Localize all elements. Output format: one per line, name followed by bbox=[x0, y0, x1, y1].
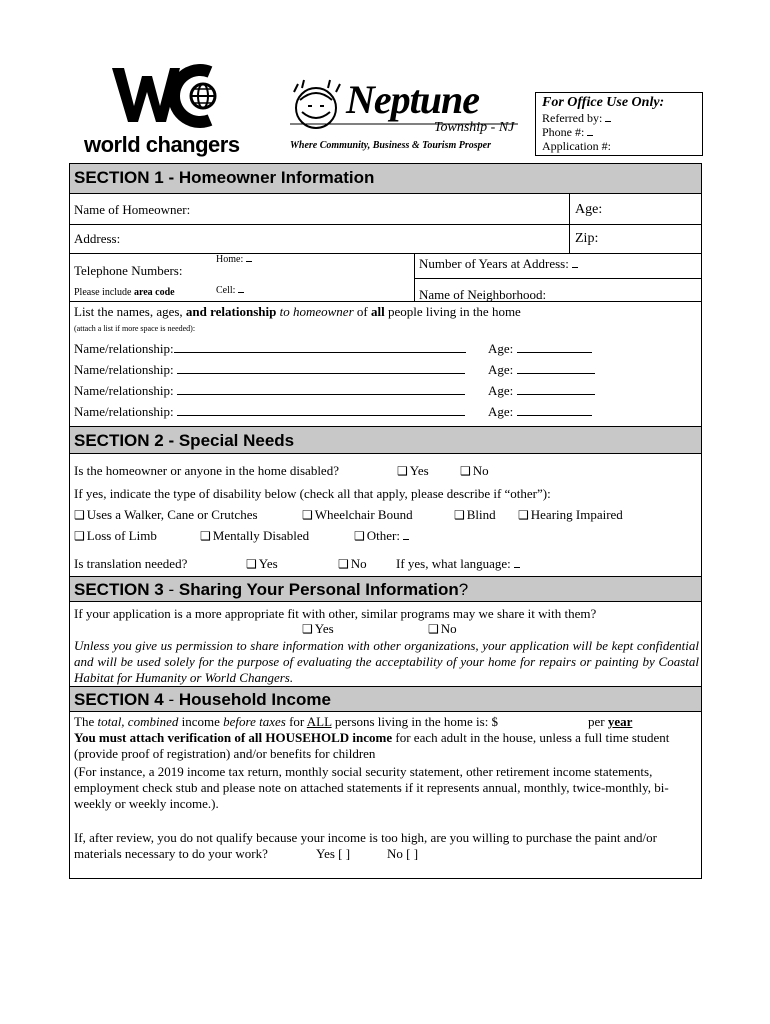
home-phone-field[interactable]: Home: bbox=[216, 254, 252, 265]
section-3-header: SECTION 3 - Sharing Your Personal Information? bbox=[70, 576, 701, 602]
neptune-tagline: Where Community, Business & Tourism Prosper bbox=[290, 140, 491, 151]
income-period: per year bbox=[588, 714, 633, 729]
income-examples-note: (For instance, a 2019 income tax return, monthly social security statement, other retirement income statements, employment check stub and please note on attached statements if it represents annual, monthly, twice-monthly, bi-weekly or weekly income.). bbox=[74, 764, 669, 811]
referred-by-field[interactable]: Referred by: bbox=[542, 111, 696, 125]
blind-checkbox[interactable]: ❑ Blind bbox=[454, 507, 496, 523]
disability-type-instruction: If yes, indicate the type of disability below (check all that apply, please describe if “other”): bbox=[74, 486, 551, 501]
section-4-header: SECTION 4 - Household Income bbox=[70, 686, 701, 712]
confidentiality-notice: Unless you give us permission to share information with other organizations, your application will be kept confidential and will be used solely for the purpose of evaluating the acceptability of your home for repairs or painting by Coastal Habitat for Humanity or World Changers. bbox=[74, 638, 699, 685]
household-member-age-2[interactable]: Age: bbox=[488, 362, 595, 378]
mentally-disabled-checkbox[interactable]: ❑ Mentally Disabled bbox=[200, 528, 309, 544]
purchase-materials-question: If, after review, you do not qualify because your income is too high, are you willing to purchase the paint and/or materials necessary to do your work? bbox=[74, 830, 657, 861]
household-member-row-2[interactable]: Name/relationship: bbox=[74, 362, 465, 378]
telephone-label: Telephone Numbers: bbox=[74, 263, 183, 278]
homeowner-name-field[interactable]: Name of Homeowner: bbox=[74, 202, 191, 217]
office-use-box bbox=[535, 92, 703, 156]
household-member-age-3[interactable]: Age: bbox=[488, 383, 595, 399]
share-yes-checkbox[interactable]: ❑ Yes bbox=[302, 621, 334, 637]
neptune-township-logo bbox=[284, 78, 529, 158]
household-income-field[interactable]: The total, combined income before taxes for ALL persons living in the home is: $ bbox=[74, 714, 499, 729]
household-list-instruction: List the names, ages, and relationship to homeowner of all people living in the home bbox=[74, 304, 521, 319]
translation-no-checkbox[interactable]: ❑ No bbox=[338, 556, 367, 572]
household-member-row-3[interactable]: Name/relationship: bbox=[74, 383, 465, 399]
translation-question: Is translation needed? bbox=[74, 556, 188, 571]
wc-mark-icon bbox=[82, 62, 257, 132]
translation-yes-checkbox[interactable]: ❑ Yes bbox=[246, 556, 278, 572]
household-member-age-1[interactable]: Age: bbox=[488, 341, 592, 357]
language-field[interactable]: If yes, what language: bbox=[396, 556, 520, 572]
walker-checkbox[interactable]: ❑ Uses a Walker, Cane or Crutches bbox=[74, 507, 258, 523]
disabled-yes-checkbox[interactable]: ❑ Yes bbox=[397, 463, 429, 479]
office-phone-field[interactable]: Phone #: bbox=[542, 125, 696, 139]
area-code-note: Please include area code bbox=[74, 287, 175, 298]
disabled-no-checkbox[interactable]: ❑ No bbox=[460, 463, 489, 479]
purchase-yes-box[interactable]: Yes [ ] bbox=[316, 846, 351, 861]
cell-phone-field[interactable]: Cell: bbox=[216, 285, 244, 296]
attach-list-note: (attach a list if more space is needed): bbox=[74, 324, 196, 333]
homeowner-age-field[interactable]: Age: bbox=[575, 202, 603, 217]
application-number-field[interactable]: Application #: bbox=[542, 139, 611, 153]
disabled-question: Is the homeowner or anyone in the home disabled? bbox=[74, 463, 339, 478]
application-form bbox=[69, 163, 702, 879]
neptune-name: Neptune bbox=[346, 77, 479, 122]
household-member-row-1[interactable]: Name/relationship: bbox=[74, 341, 466, 357]
household-member-row-4[interactable]: Name/relationship: bbox=[74, 404, 465, 420]
other-disability-field[interactable]: ❑ Other: bbox=[354, 528, 409, 544]
wheelchair-checkbox[interactable]: ❑ Wheelchair Bound bbox=[302, 507, 413, 523]
zip-field[interactable]: Zip: bbox=[575, 231, 599, 246]
address-field[interactable]: Address: bbox=[74, 231, 121, 246]
share-no-checkbox[interactable]: ❑ No bbox=[428, 621, 457, 637]
hearing-impaired-checkbox[interactable]: ❑ Hearing Impaired bbox=[518, 507, 623, 523]
household-member-age-4[interactable]: Age: bbox=[488, 404, 592, 420]
section-1-header: SECTION 1 - Homeowner Information bbox=[70, 164, 701, 194]
section-2-header: SECTION 2 - Special Needs bbox=[70, 426, 701, 454]
years-at-address-field[interactable]: Number of Years at Address: bbox=[419, 256, 578, 272]
share-question: If your application is a more appropriate fit with other, similar programs may we share it with them? bbox=[74, 606, 597, 621]
world-changers-wordmark: world changers bbox=[84, 132, 240, 157]
purchase-no-box[interactable]: No [ ] bbox=[387, 846, 419, 861]
loss-of-limb-checkbox[interactable]: ❑ Loss of Limb bbox=[74, 528, 157, 544]
income-verification-note: You must attach verification of all HOUSEHOLD income for each adult in the house, unless a full time student (provide proof of registration) and/or benefits for children bbox=[74, 730, 670, 761]
neighborhood-field[interactable]: Name of Neighborhood: bbox=[419, 287, 547, 302]
neptune-subtitle: Township - NJ bbox=[434, 120, 515, 135]
office-use-title: For Office Use Only: bbox=[542, 95, 665, 110]
